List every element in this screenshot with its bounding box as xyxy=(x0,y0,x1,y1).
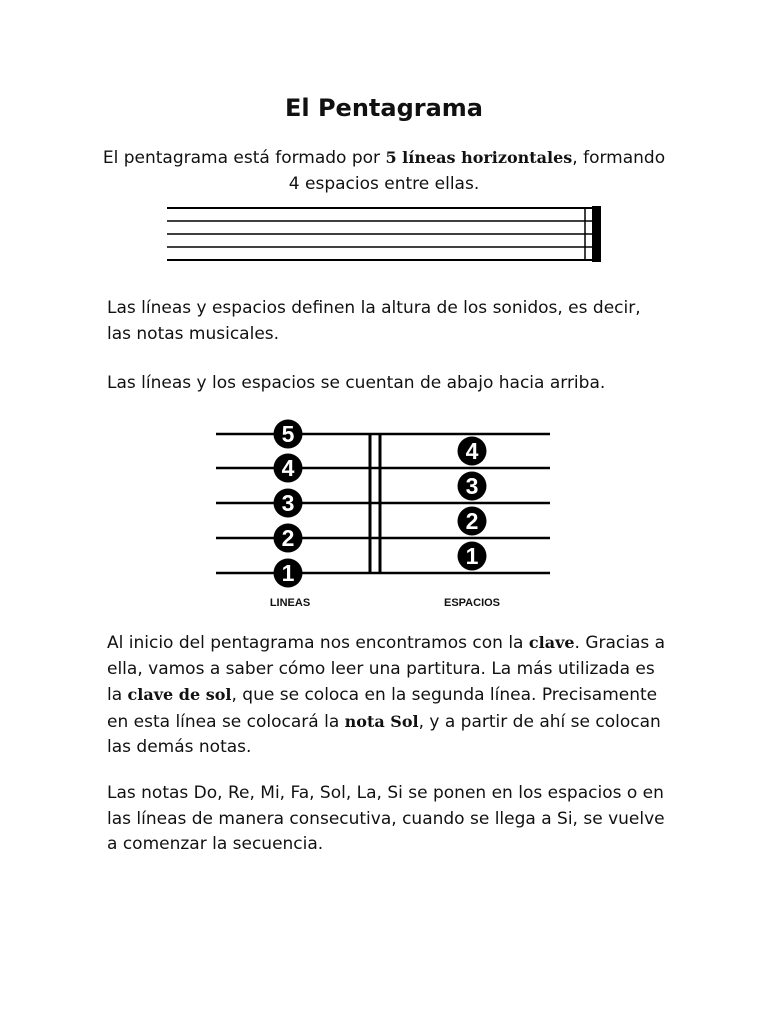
clef-text-4: , y a partir de ahí se colocan las demás notas. xyxy=(107,711,661,757)
line-number-badge xyxy=(274,524,303,553)
space-number-label: 3 xyxy=(465,473,479,499)
thick-barline xyxy=(592,206,601,262)
clef-bold-3: nota Sol xyxy=(344,711,419,731)
clef-text-1: Al inicio del pentagrama nos encontramos con la xyxy=(107,633,529,653)
space-number-badge xyxy=(458,507,487,536)
line-number-label: 2 xyxy=(281,525,295,551)
lines-spaces-figure xyxy=(210,418,560,618)
clef-text-3: , que se coloca en la segunda línea. Precisamente en esta línea se colocará la xyxy=(107,685,658,732)
line-number-label: 4 xyxy=(281,455,295,481)
intro-paragraph xyxy=(100,145,668,197)
paragraph-notes: Las notas Do, Re, Mi, Fa, Sol, La, Si se ponen en los espacios o en las líneas de manera consecutiva, cuando se llega a Si, se vuelve a comenzar la secuencia. xyxy=(107,783,665,854)
intro-bold-text: 5 líneas horizontales xyxy=(385,148,573,167)
paragraph-clef xyxy=(107,630,667,761)
line-number-badge xyxy=(274,559,303,588)
space-number-badge xyxy=(458,472,487,501)
line-number-badge xyxy=(274,420,303,449)
line-number-label: 3 xyxy=(281,490,295,516)
intro-text-before: El pentagrama está formado por xyxy=(102,148,386,168)
line-number-label: 5 xyxy=(281,421,295,447)
paragraph-counting: Las líneas y los espacios se cuentan de abajo hacia arriba. xyxy=(107,373,606,393)
intro-text-after: , formando 4 espacios entre ellas. xyxy=(288,148,666,194)
page-title: El Pentagrama xyxy=(284,94,483,122)
space-number-label: 1 xyxy=(465,543,479,569)
space-number-label: 2 xyxy=(465,508,479,534)
line-number-label: 1 xyxy=(281,560,295,586)
space-number-badge xyxy=(458,542,487,571)
clef-bold-1: clave xyxy=(528,633,575,652)
line-number-badge xyxy=(274,489,303,518)
spaces-caption: ESPACIOS xyxy=(443,597,501,609)
staff-illustration xyxy=(165,205,605,265)
space-number-badge xyxy=(458,437,487,466)
space-number-label: 4 xyxy=(465,438,479,464)
lines-caption: LINEAS xyxy=(269,597,311,609)
line-number-badge xyxy=(274,454,303,483)
clef-text-2: . Gracias a ella, vamos a saber cómo leer una partitura. La más utilizada es la xyxy=(107,633,666,705)
clef-bold-2: clave de sol xyxy=(127,685,232,704)
paragraph-lines-spaces: Las líneas y espacios definen la altura de los sonidos, es decir, las notas musicales. xyxy=(107,298,641,344)
